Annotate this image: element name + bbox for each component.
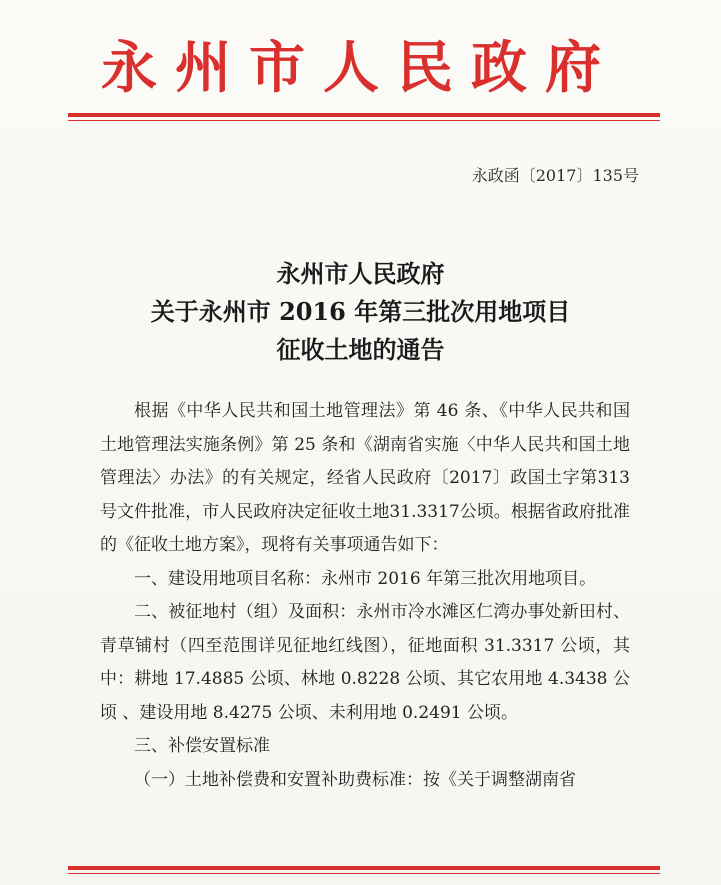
title-line-3: 征收土地的通告 [276,335,445,364]
letterhead-title: 永州市人民政府 [101,35,619,101]
document-number: 永政函〔2017〕135号 [471,166,639,185]
item-land-area: 二、被征地村（组）及面积：永州市冷水滩区仁湾办事处新田村、青草铺村（四至范围详见征地红线图），征地面积 31.3317 公顷，其中：耕地 17.4885 公顷、林地 0.8228 公顷、其它农用地 4.3438 公顷 、建设用地 8.4275 公顷、未利用地 0.2491 公顷。 [100,602,630,723]
notice-body [100,395,630,797]
letterhead-red-thin-rule [68,120,660,121]
item-compensation-heading: 三、补偿安置标准 [134,736,270,756]
footer-red-rule [68,866,660,870]
intro-paragraph: 根据《中华人民共和国土地管理法》第 46 条、《中华人民共和国土地管理法实施条例》第 25 条和《湖南省实施〈中华人民共和国土地管理法〉办法》的有关规定，经省人民政府〔2017〕政国土字第313号文件批准，市人民政府决定征收土地31.3317公顷。根据省政府批准的《征收土地方案》，现将有关事项通告如下： [100,401,630,555]
letterhead-red-rule [68,113,660,117]
title-line-2: 关于永州市 2016 年第三批次用地项目 [150,297,571,326]
footer-red-thin-rule [68,873,660,874]
item-project-name: 一、建设用地项目名称：永州市 2016 年第三批次用地项目。 [134,568,597,589]
item-compensation-standard: （一）土地补偿费和安置补助费标准：按《关于调整湖南省 [134,769,576,790]
title-line-1: 永州市人民政府 [276,259,445,288]
notice-title [0,255,721,369]
